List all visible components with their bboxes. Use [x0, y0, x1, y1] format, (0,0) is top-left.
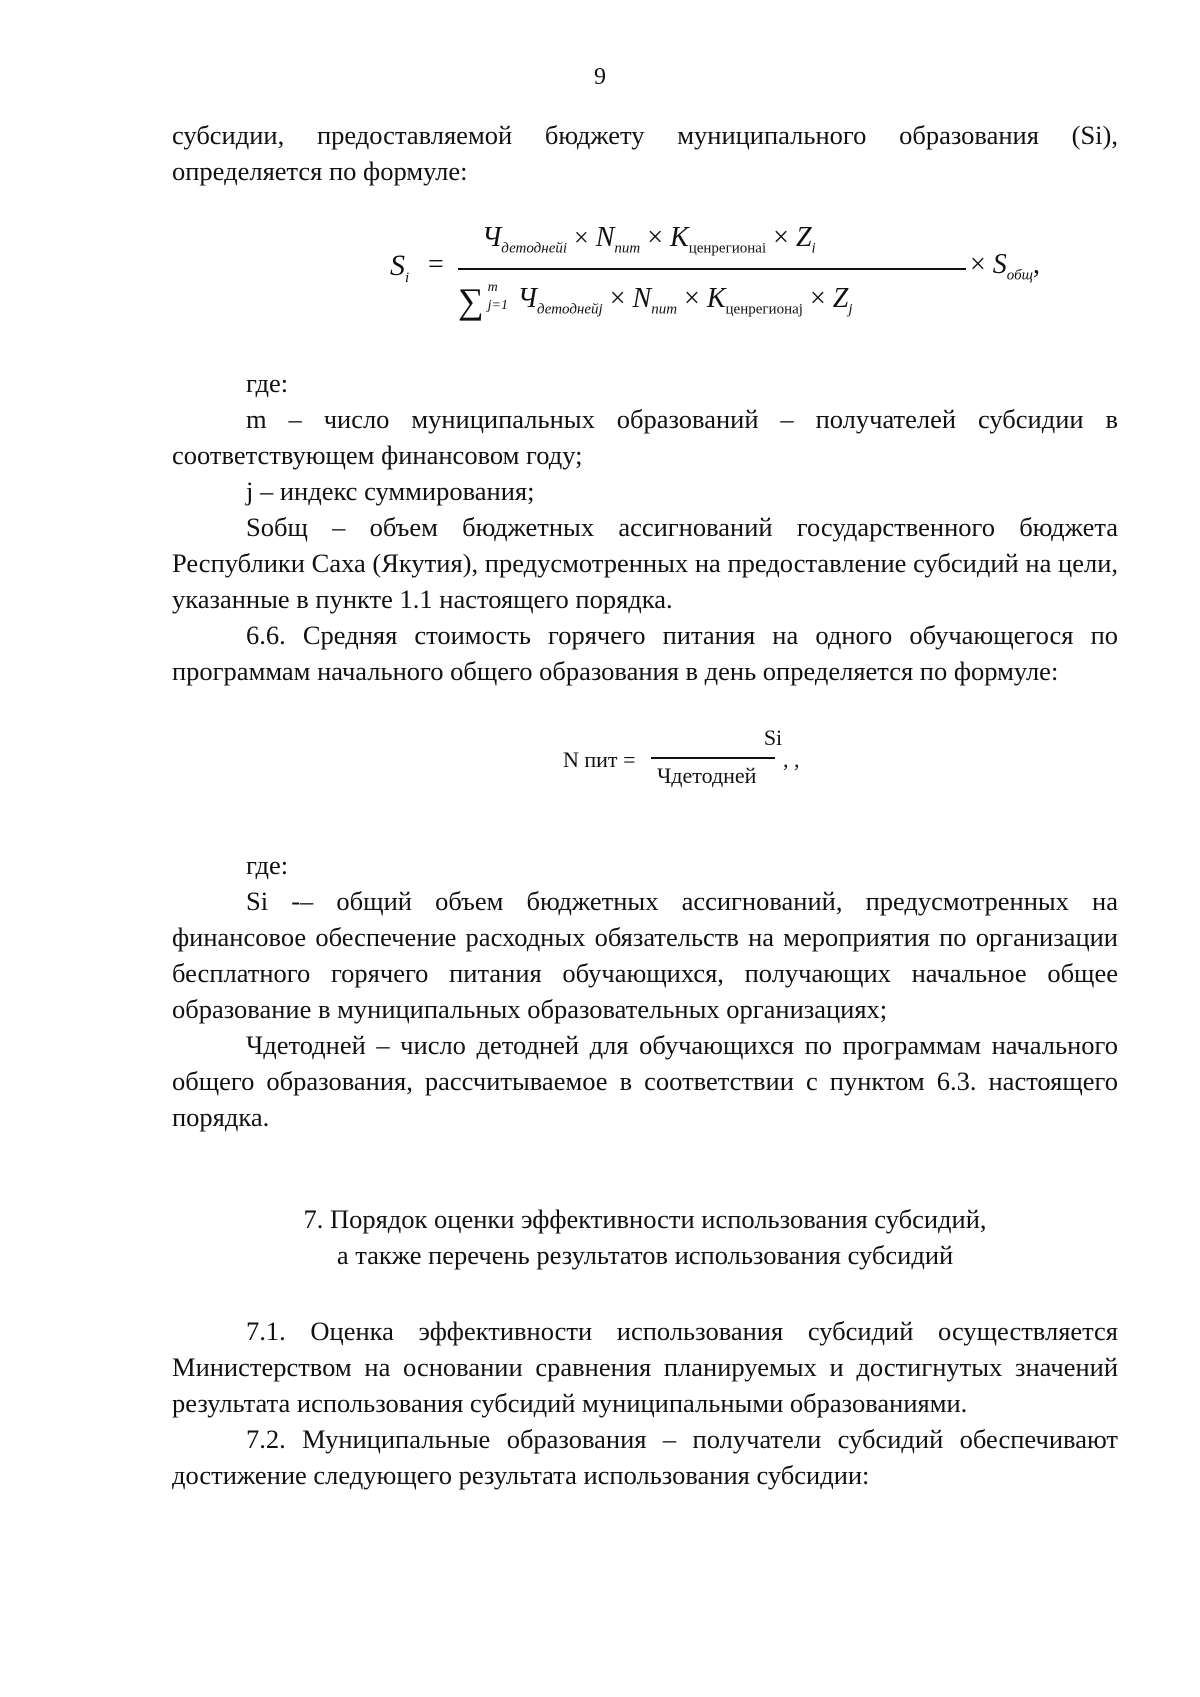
paragraph-7-2: 7.2. Муниципальные образования – получатели субсидий обеспечивают достижение следующего результата использования субсидии: — [172, 1424, 1118, 1490]
definitions-block-1 — [172, 365, 1118, 689]
paragraph-7-1: 7.1. Оценка эффективности использования субсидий осуществляется Министерством на основании сравнения планируемых и достигнутых значений результата использования субсидий муниципальными образованиями. — [172, 1316, 1118, 1418]
formula-tail: × $S_{общ}$, — [970, 249, 1040, 284]
formula-numerator: $Ч_{детоднейi} \times N_{пит} \times K_{ценрегионаi} \times Z_i$ — [482, 222, 816, 257]
paragraph-6-6: 6.6. Средняя стоимость горячего питания на одного обучающегося по программам начального общего образования в день определяется по формуле: — [172, 620, 1118, 686]
formula2-denominator: Чдетодней — [657, 763, 757, 788]
formula-lhs: $S_i$ — [390, 249, 410, 286]
section-7-body — [172, 1313, 1118, 1493]
definition-j: j – индекс суммирования; — [246, 476, 535, 506]
formula2-numerator: Si — [763, 725, 783, 750]
section-7-heading — [0, 1201, 1200, 1273]
formula-subsidy-distribution — [380, 218, 1040, 324]
page-number: 9 — [594, 64, 606, 90]
definition-sobsh: Sобщ – объем бюджетных ассигнований государственного бюджета Республики Саха (Якутия), предусмотренных на предоставление субсидий на цели, указанные в пункте 1.1 настоящего порядка. — [172, 512, 1118, 614]
formula2-lhs: N пит = — [563, 747, 636, 772]
where-label-2: где: — [246, 850, 289, 880]
formula2-fraction-bar — [651, 757, 775, 759]
where-label: где: — [246, 368, 289, 398]
paragraph-intro: субсидии, предоставляемой бюджету муниципального образования (Si), определяется по формуле: — [172, 120, 1118, 186]
definition-si: Si -– общий объем бюджетных ассигнований, предусмотренных на финансовое обеспечение расходных обязательств на мероприятия по организации бесплатного горячего питания обучающихся, получающих начальное общее образование в муниципальных образовательных организациях; — [172, 886, 1118, 1024]
formula2-tail: , , — [783, 747, 800, 772]
definition-m: m – число муниципальных образований – получателей субсидии в соответствующем финансовом году; — [172, 404, 1118, 470]
formula-fraction-bar — [458, 268, 966, 270]
heading-line-1: 7. Порядок оценки эффективности использования субсидий, — [303, 1204, 987, 1234]
formula-denominator: ∑ m j=1 $Ч_{детоднейj} \times N_{пит} \times K_{ценрегионаj} \times Z_j$ — [458, 279, 853, 321]
formula-meal-cost — [563, 727, 823, 797]
definition-chdetodnei: Чдетодней – число детодней для обучающихся по программам начального общего образования, рассчитываемое в соответствии с пунктом 6.3. настоящего порядка. — [172, 1030, 1118, 1132]
heading-line-2: а также перечень результатов использования субсидий — [336, 1240, 954, 1270]
intro-block — [172, 117, 1118, 189]
definitions-block-2 — [172, 847, 1118, 1135]
formula-equals: = — [428, 249, 444, 280]
